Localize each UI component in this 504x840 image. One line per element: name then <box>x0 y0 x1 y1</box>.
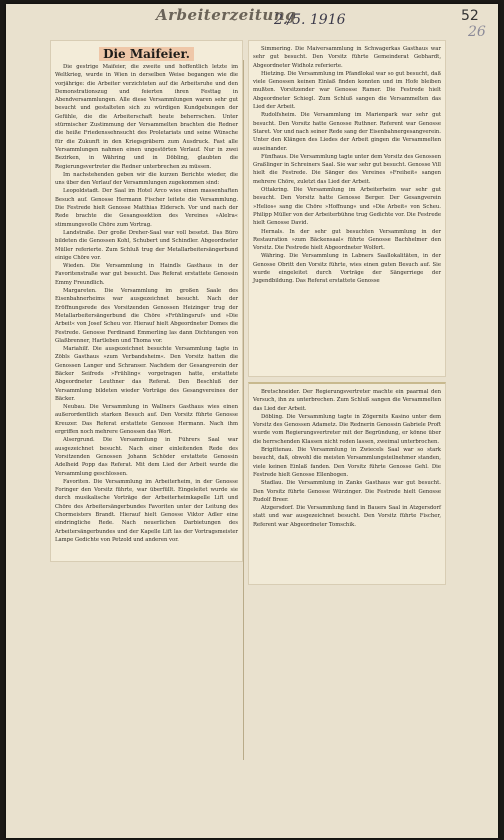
clipping-left-column <box>50 40 243 562</box>
archive-stamp: 26 <box>468 24 486 40</box>
paragraph: Im nachstehenden geben wir die kurzen Berichte wieder, die uns über den Verlauf der Versammlungen zugekommen sind: <box>55 171 238 187</box>
paragraph: Wieden. Die Versammlung in Haindls Gasthaus in der Favoritenstraße war gut besucht. Das Referat erstattete Genossin Emmy Freundlich. <box>55 263 238 286</box>
handwritten-date: 2./5. 1916 <box>274 12 346 28</box>
newspaper-masthead: Arbeiterzeitung <box>156 6 297 24</box>
paragraph: Stadlau. Die Versammlung in Zanks Gasthaus war gut besucht. Den Vorsitz führte Genosse Würzinger. Die Festrede hielt Genosse Rudolf Breer. <box>253 480 441 503</box>
clipping-right-column <box>248 40 446 377</box>
paragraph: Alsergrund. Die Versammlung in Führers Saal war ausgezeichnet besucht. Nach einer einleitenden Rede des Vorsitzenden Genossen Johann Schöder erstattete Genossin Adelheid Popp das Referat. Mit dem Lied der Arbeit wurde die Versammlung geschlossen. <box>55 437 238 477</box>
right-column-text <box>249 41 445 286</box>
paragraph: Döbling. Die Versammlung tagte in Zögernits Kasino unter dem Vorsitz des Genossen Adametz. Die Rednerin Genossin Gabriele Proft wurde vom Regierungsvertreter mit der Begründung, er könne über die herrschenden Klassen nicht reden lassen, zweimal unterbrochen. <box>253 413 441 445</box>
column-divider <box>243 60 244 760</box>
paragraph: Favoriten. Die Versammlung im Arbeiterheim, in der Genosse Foringer den Vorsitz führte, war überfüllt. Eingeleitet wurde sie durch musikalische Vorträge der Arbeiterheimkapelle Lift und Chöre des Arbeitersängerbundes Favoriten unter der Leitung des Chormeisters Brandt. Hierauf hielt Genosse Viktor Adler eine eindringliche Rede. Nach neuerlichen Darbietungen des Arbeitersängerbundes und der Kapelle Lift las der Vortragsmeister Lampe Gedichte von Petzold und anderen vor. <box>55 478 238 543</box>
paragraph: Fünfhaus. Die Versammlung tagte unter dem Vorsitz des Genossen Graßlinger in Schreiners Saal. Sie war sehr gut besucht. Genosse Vill hielt die Festrede. Die Sänger des Vereines »Freiheit« sangen mehrere Chöre, zuletzt das Lied der Arbeit. <box>253 153 441 185</box>
paragraph: Rudolfsheim. Die Versammlung im Marienpark war sehr gut besucht. Den Vorsitz hatte Genosse Ruthner. Referent war Genosse Staret. Vor und nach seiner Rede sang der Eisenbahnergesangverein. Unter den Klängen des Liedes der Arbeit gingen die Versammelten auseinander. <box>253 112 441 152</box>
page-number: 52 <box>461 8 479 24</box>
right-column-lower-text <box>249 384 445 529</box>
paragraph: Neubau. Die Versammlung in Wallners Gasthaus wies einen außerordentlich starken Besuch auf. Den Vorsitz führte Genosse Kreuzer. Das Referat erstattete Genosse Hermann. Nach ihm ergriffen noch mehrere Genossen das Wort. <box>55 404 238 436</box>
paragraph: Hernals. In der sehr gut besuchten Versammlung in der Restauration »zum Bäckensaal« führte Genosse Bachhelmer den Vorsitz. Die Festrede hielt Abgeordneter Wolfert. <box>253 228 441 252</box>
article-title: Die Maifeier. <box>51 41 242 63</box>
paragraph: Die gestrige Maifeier, die zweite und hoffentlich letzte im Weltkrieg, wurde in Wien in derselben Weise begangen wie die vorjährige: die Arbeiter verzichteten auf die Arbeitsruhe und den Demonstrationszug und feierten ihren Festtag in Abendversammlungen. Alle diese Versammlungen waren sehr gut besucht und gestalteten sich zu würdigen Kundgebungen der Gefühle, die die Arbeiterschaft heute beherrschen. Unter stürmischer Zustimmung der Versammelten brachten die Redner die heiße Friedenssehnsucht des Proletariats und seine Wünsche für die Zukunft in den Kriegsgräbern zum Ausdruck. Fast alle Versammlungen nahmen einen ungestörten Verlauf. Nur in zwei Bezirken, in Währing und in Döbling, glaubten die Regierungsvertreter die Redner unterbrechen zu müssen. <box>55 64 238 170</box>
paragraph: Atzgersdorf. Die Versammlung fand in Bauers Saal in Atzgersdorf statt und war ausgezeichnet besucht. Den Vorsitz führte Fischer, Referent war Abgeordneter Tomschik. <box>253 505 441 528</box>
paragraph: Leopoldstadt. Der Saal im Hotel Arco wies einen massenhaften Besuch auf. Genosse Hermann Fischer leitete die Versammlung. Die Festrede hielt Genosse Matthias Eldersch. Vor und nach der Rede brachte die Gesangssektion des Vereines »Alelra« stimmungsvolle Chöre zum Vortrag. <box>55 188 238 228</box>
paragraph: Mariahilf. Die ausgezeichnet besuchte Versammlung tagte in Zöbls Gasthaus »zum Verbandsheim«. Den Vorsitz hatten die Genossen Langer und Schranser. Nachdem der Gesangverein der Bäcker Seifreds »Frühling« vorgetragen hatte, erstattete Abgeordneter Leuthner das Referat. Den Beschluß der Versammlung bildeten wieder Vorträge des Gesangvereines der Bäcker. <box>55 346 238 402</box>
left-column-text <box>51 63 242 544</box>
paragraph: Währing. Die Versammlung in Labners Saallokalitäten, in der Genosse Obritt den Vorsitz führte, wies einen guten Besuch auf. Sie wurde eingeleitet durch Vorträge der Sängerriege der Jugendbildung. Das Referat erstattete Genosse <box>253 253 441 285</box>
paragraph: Simmering. Die Maiversammlung in Schwagerkas Gasthaus war sehr gut besucht. Den Vorsitz führte Gemeinderat Gebhardt, Abgeordneter Widholz referierte. <box>253 46 441 69</box>
paragraph: Brigittenau. Die Versammlung in Zwiecels Saal war so stark besucht, daß, obwohl die meisten Versammlungsteilnehmer standen, viele keinen Einlaß fanden. Den Vorsitz führte Genosse Gehl. Die Festrede hielt Genosse Ellenbogen. <box>253 447 441 478</box>
paragraph: Margareten. Die Versammlung im großen Saale des Eisenbahnerheims war ausgezeichnet besucht. Nach der Eröffnungsrede des Vorsitzenden Genossen Heizinger trug der Metallarbeitersängerbund die Chöre »Frühlingsruf« und »Die Arbeit« von Josef Scheu vor. Hierauf hielt Abgeordneter Domes die Festrede. Genosse Ferdinand Emmerling las dann Dichtungen von Glaßbrenner, Hartleben und Thoma vor. <box>55 288 238 344</box>
paragraph: Ottakring. Die Versammlung im Arbeiterheim war sehr gut besucht. Den Vorsitz hatte Genosse Berger. Der Gesangverein »Helios« sang die Chöre »Hoffnung« und »Die Arbeit« von Scheu. Philipp Müller von der Arbeiterbühne trug Gedichte vor. Die Festrede hielt Genosse David. <box>253 187 441 227</box>
paragraph: Hietzing. Die Versammlung im Pfandlokal war so gut besucht, daß viele Genossen keinen Einlaß finden konnten und im Hofe bleiben mußten. Vorsitzender war Genosse Ramer. Die Festrede hielt Abgeordneter Schiegl. Zum Schluß sangen die Versammelten das Lied der Arbeit. <box>253 70 441 111</box>
paragraph: Landstraße. Der große Dreher-Saal war voll besetzt. Das Büro bildeten die Genossen Kohl, Schubert und Schindler. Abgeordneter Müller referierte. Zum Schluß trug der Metallarbeitersängerbund einige Chöre vor. <box>55 229 238 261</box>
paragraph: Bretschneider. Der Regierungsvertreter machte ein paarmal den Versuch, ihn zu unterbrechen. Zum Schluß sangen die Versammelten das Lied der Arbeit. <box>253 389 441 412</box>
clipping-right-column-lower <box>248 382 446 585</box>
